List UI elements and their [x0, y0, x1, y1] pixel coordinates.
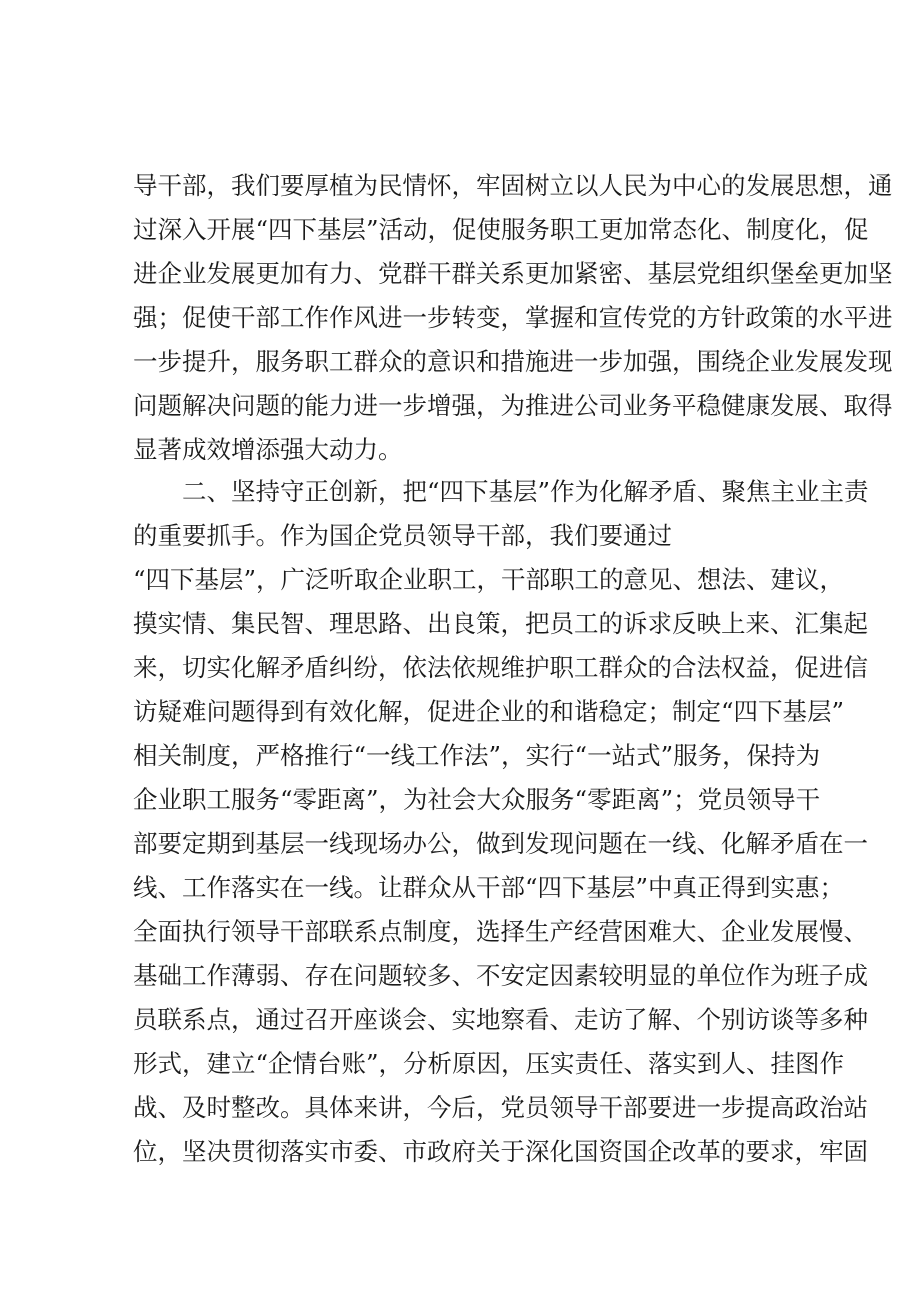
text-line: 进企业发展更加有力、党群干群关系更加紧密、基层党组织堡垒更加坚	[133, 259, 893, 288]
text-line: 线、工作落实在一线。让群众从干部“四下基层”中真正得到实惠；	[133, 873, 845, 902]
text-line: 显著成效增添强大动力。	[133, 435, 403, 464]
text-line: 一步提升，服务职工群众的意识和措施进一步加强，围绕企业发展发现	[133, 347, 893, 376]
text-line: 来，切实化解矛盾纠纷，依法依规维护职工群众的合法权益，促进信	[133, 653, 868, 682]
text-line: 问题解决问题的能力进一步增强，为推进公司业务平稳健康发展、取得	[133, 391, 893, 420]
text-line: 战、及时整改。具体来讲，今后，党员领导干部要进一步提高政治站	[133, 1093, 868, 1122]
text-line: 强；促使干部工作作风进一步转变，掌握和宣传党的方针政策的水平进	[133, 303, 893, 332]
text-line: 部要定期到基层一线现场办公，做到发现问题在一线、化解矛盾在一	[133, 829, 868, 858]
text-line: “四下基层”，广泛听取企业职工，干部职工的意见、想法、建议，	[133, 565, 845, 594]
text-line: 企业职工服务“零距离”，为社会大众服务“零距离”；党员领导干	[133, 785, 821, 814]
text-line: 全面执行领导干部联系点制度，选择生产经营困难大、企业发展慢、	[133, 917, 868, 946]
text-line: 访疑难问题得到有效化解，促进企业的和谐稳定；制定“四下基层”	[133, 697, 845, 726]
text-line: 导干部，我们要厚植为民情怀，牢固树立以人民为中心的发展思想，通	[133, 171, 893, 200]
text-line: 位，坚决贯彻落实市委、市政府关于深化国资国企改革的要求，牢固	[133, 1137, 868, 1166]
text-line: 相关制度，严格推行“一线工作法”，实行“一站式”服务，保持为	[133, 741, 821, 770]
text-line: 形式，建立“企情台账”，分析原因，压实责任、落实到人、挂图作	[133, 1049, 845, 1078]
section-heading-line: 二、坚持守正创新，把“四下基层”作为化解矛盾、聚焦主业主责	[182, 477, 869, 506]
text-line: 摸实情、集民智、理思路、出良策，把员工的诉求反映上来、汇集起	[133, 609, 868, 638]
text-line: 过深入开展“四下基层”活动，促使服务职工更加常态化、制度化，促	[133, 215, 869, 244]
text-line: 的重要抓手。作为国企党员领导干部，我们要通过	[133, 521, 672, 550]
text-line: 员联系点，通过召开座谈会、实地察看、走访了解、个别访谈等多种	[133, 1005, 868, 1034]
text-line: 基础工作薄弱、存在问题较多、不安定因素较明显的单位作为班子成	[133, 961, 868, 990]
